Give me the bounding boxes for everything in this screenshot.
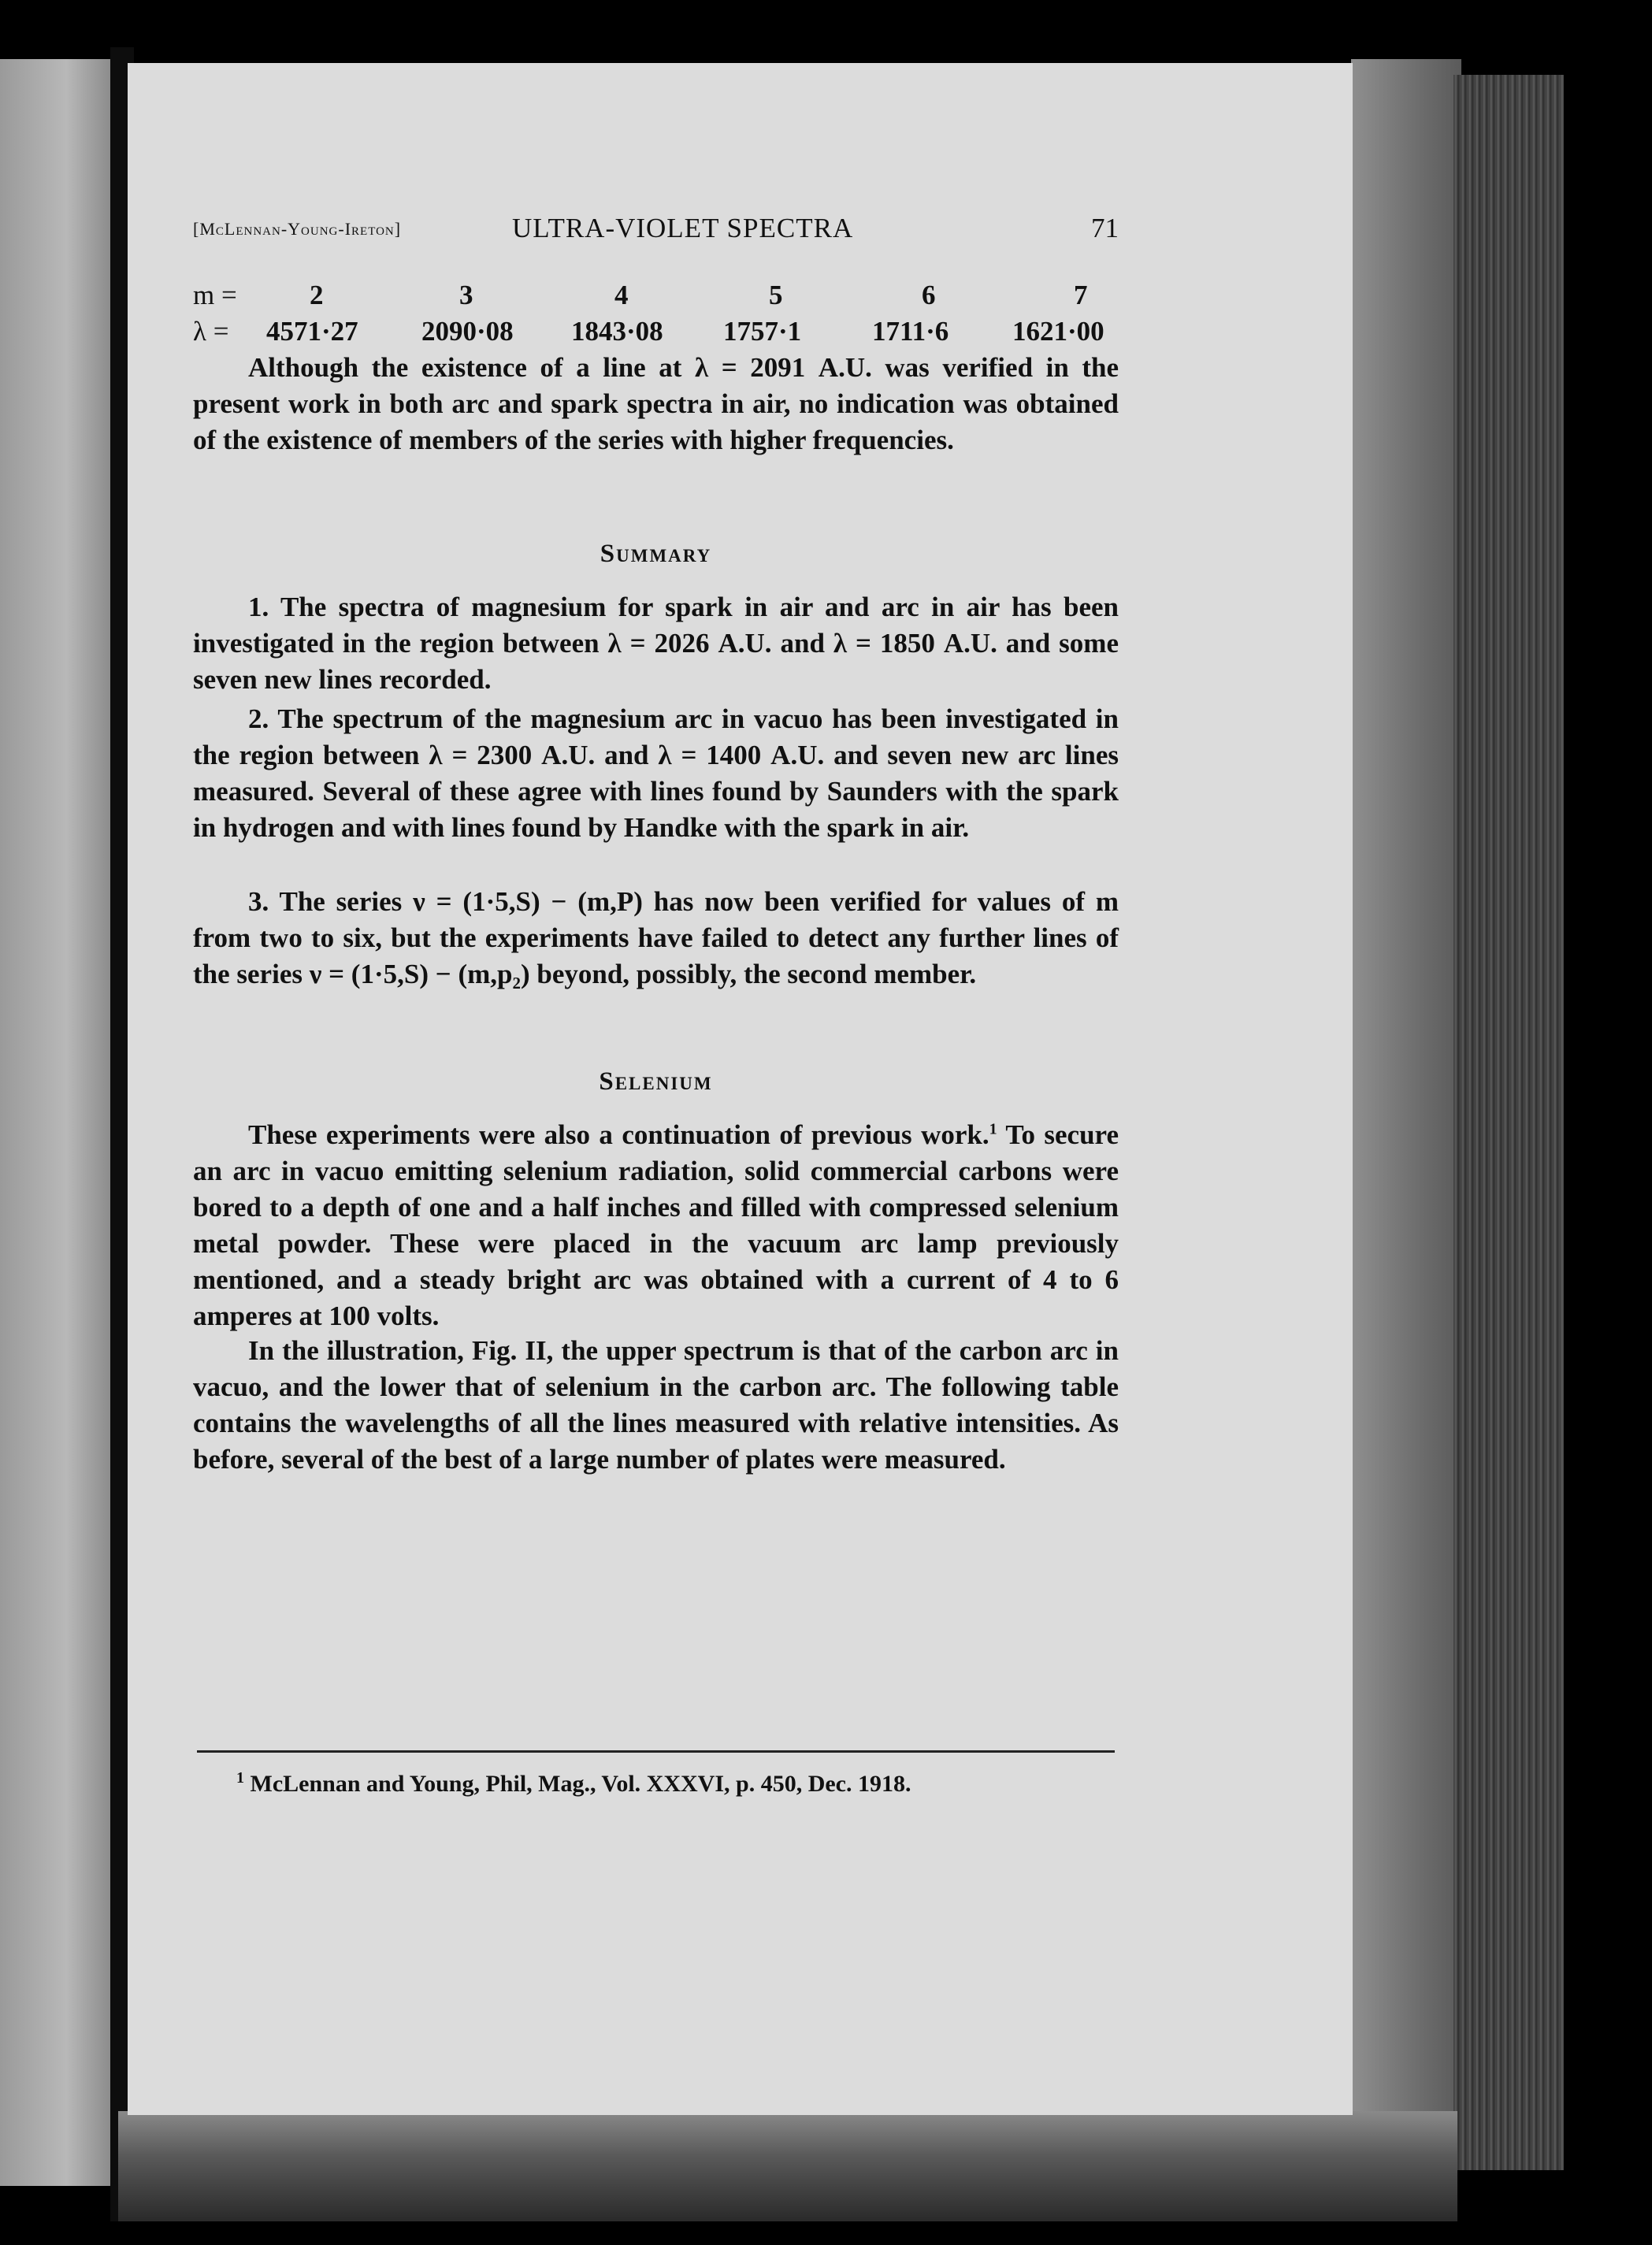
series-lambda-row — [193, 314, 1119, 350]
footnote-rule — [197, 1750, 1115, 1753]
selenium-paragraph-1-start: These experiments were also a continuation of previous work. — [248, 1119, 989, 1150]
m-label: m = — [193, 280, 237, 310]
selenium-paragraph-2: In the illustration, Fig. II, the upper spectrum is that of the carbon arc in vacuo, and the lower that of selenium in the carbon arc. The following table contains the wavelengths of all the lines measured with relative intensities. As before, several of the best of a large number of plates were measured. — [193, 1335, 1119, 1475]
summary-item-3: 3. The series ν = (1·5,S) − (m,P) has now been verified for values of m from two to six, but the experiments have failed to detect any further lines of the series ν = (1·5,S) − (m,p₂) beyond, possibly, the second member. — [193, 886, 1119, 989]
summary-heading: Summary — [600, 540, 712, 568]
lambda-value: 1757·1 — [723, 316, 802, 347]
running-head — [193, 213, 1119, 252]
m-value: 3 — [459, 280, 473, 310]
footnote-reference: 1 — [989, 1120, 997, 1138]
selenium-heading: Selenium — [599, 1067, 713, 1096]
series-m-row — [193, 277, 1119, 314]
facing-page-edge — [0, 59, 110, 2186]
selenium-paragraph-1 — [193, 1117, 1119, 1334]
summary-item-2: 2. The spectrum of the magnesium arc in vacuo has been investigated in the region between λ = 2300 A.U. and λ = 1400 A.U. and seven new arc lines measured. Several of these agree with lines found by Saunders with the spark in hydrogen and with lines found by Handke with the spark in air. — [193, 703, 1119, 843]
m-value: 4 — [614, 280, 629, 310]
footnote — [236, 1771, 911, 1798]
intro-paragraph: Although the existence of a line at λ = 2091 A.U. was verified in the present work in both arc and spark spectra in air, no indication was obtained of the existence of members of the series with higher frequencies. — [193, 352, 1119, 455]
running-head-title: ULTRA-VIOLET SPECTRA — [512, 213, 854, 243]
lambda-value: 1843·08 — [571, 316, 663, 347]
m-value: 6 — [922, 280, 936, 310]
summary-item-1: 1. The spectra of magnesium for spark in air and arc in air has been investigated in the region between λ = 2026 A.U. and λ = 1850 A.U. and some seven new lines recorded. — [193, 592, 1119, 695]
selenium-paragraph-1-rest: To secure an arc in vacuo emitting selenium radiation, solid commercial carbons were bored to a depth of one and a half inches and filled with compressed selenium metal powder. These were placed in the vacuum arc lamp previously mentioned, and a steady bright arc was obtained with a current of 4 to 6 amperes at 100 volts. — [193, 1119, 1119, 1331]
lambda-value: 4571·27 — [266, 316, 358, 347]
page-edge-shadow — [1351, 59, 1461, 2139]
bottom-page-edge — [118, 2111, 1457, 2221]
m-value: 5 — [769, 280, 783, 310]
page-stack-edge — [1453, 75, 1564, 2170]
lambda-value: 1711·6 — [872, 316, 949, 347]
m-value: 2 — [310, 280, 324, 310]
page-number: 71 — [1091, 213, 1119, 243]
running-head-authors: [McLennan-Young-Ireton] — [193, 219, 402, 239]
footnote-text: McLennan and Young, Phil, Mag., Vol. XXXVI, p. 450, Dec. 1918. — [250, 1771, 911, 1797]
lambda-label: λ = — [193, 316, 229, 347]
lambda-value: 2090·08 — [421, 316, 514, 347]
footnote-marker: 1 — [236, 1769, 244, 1787]
m-value: 7 — [1074, 280, 1088, 310]
lambda-value: 1621·00 — [1012, 316, 1104, 347]
